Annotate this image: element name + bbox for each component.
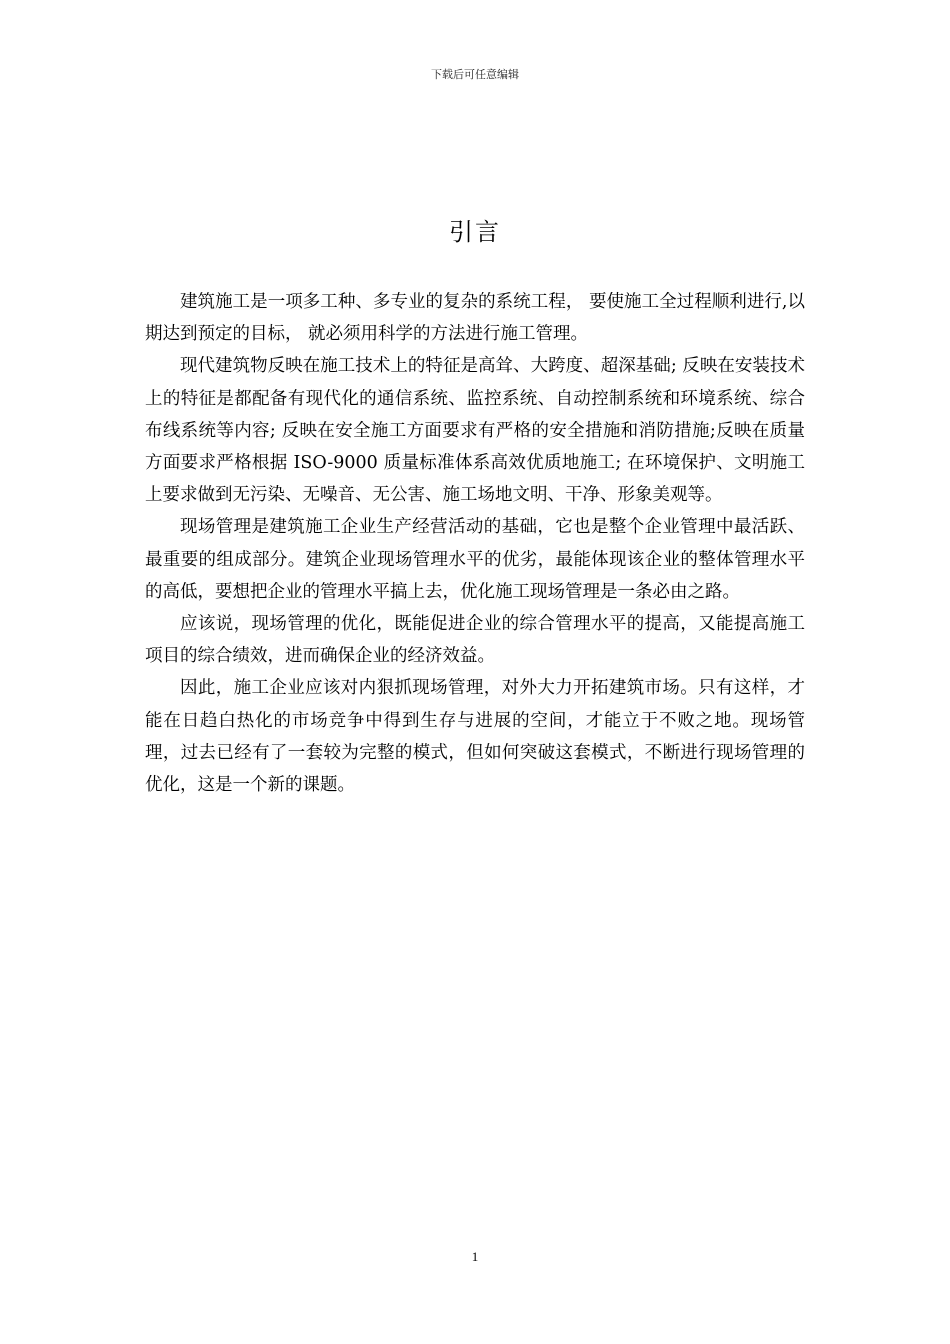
paragraph-1: 建筑施工是一项多工种、多专业的复杂的系统工程， 要使施工全过程顺利进行,以期达到预定的目标， 就必须用科学的方法进行施工管理。 [145, 292, 805, 345]
paragraph-3: 现场管理是建筑施工企业生产经营活动的基础，它也是整个企业管理中最活跃、最重要的组成部分。建筑企业现场管理水平的优劣，最能体现该企业的整体管理水平的高低，要想把企业的管理水平搞上去，优化施工现场管理是一条必由之路。 [145, 517, 805, 602]
header-note: 下载后可任意编辑 [431, 68, 519, 81]
page-number: 1 [471, 1249, 479, 1264]
paragraph-2: 现代建筑物反映在施工技术上的特征是高耸、大跨度、超深基础; 反映在安装技术上的特征是都配备有现代化的通信系统、监控系统、自动控制系统和环境系统、综合布线系统等内容; 反映在安全施工方面要求有严格的安全措施和消防措施;反映在质量方面要求严格根据 ISO-9000 质量标准体系高效优质地施工; 在环境保护、文明施工上要求做到无污染、无噪音、无公害、施工场地文明、干净、形象美观等。 [145, 356, 805, 506]
page-title: 引言 [449, 218, 501, 246]
paragraph-5: 因此，施工企业应该对内狠抓现场管理，对外大力开拓建筑市场。只有这样，才能在日趋白热化的市场竞争中得到生存与进展的空间，才能立于不败之地。现场管理，过去已经有了一套较为完整的模式，但如何突破这套模式，不断进行现场管理的优化，这是一个新的课题。 [145, 678, 805, 796]
paragraph-4: 应该说，现场管理的优化，既能促进企业的综合管理水平的提高，又能提高施工项目的综合绩效，进而确保企业的经济效益。 [145, 614, 805, 667]
body-text [145, 286, 805, 801]
